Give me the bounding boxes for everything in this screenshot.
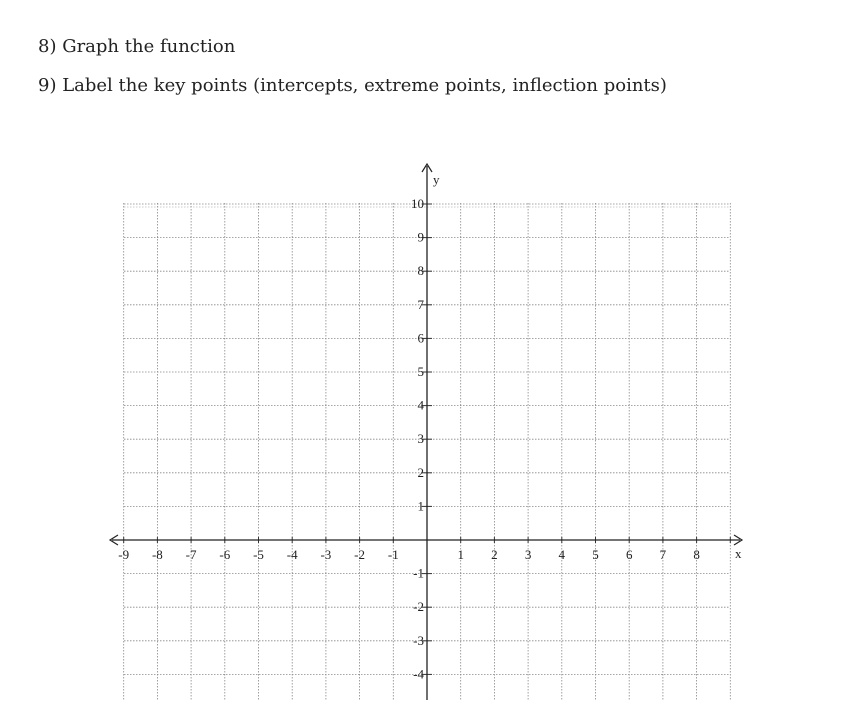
y-tick-label: 7 — [417, 296, 424, 312]
x-tick-label: -5 — [253, 547, 264, 562]
x-tick-label: 8 — [693, 547, 700, 562]
y-tick-label: 6 — [417, 330, 424, 346]
question-9: 9) Label the key points (intercepts, extreme points, inflection points) — [38, 75, 667, 96]
x-tick-label: 3 — [524, 547, 532, 562]
y-tick-label: -4 — [413, 666, 424, 682]
y-tick-label: 3 — [417, 431, 424, 447]
x-tick-label: -4 — [286, 547, 298, 562]
x-tick-label: 4 — [558, 547, 566, 562]
y-tick-label: -2 — [413, 599, 424, 615]
x-tick-label: 1 — [457, 547, 464, 562]
x-tick-label: -1 — [387, 547, 399, 562]
x-tick-label: -2 — [354, 547, 366, 562]
y-tick-label: 8 — [417, 263, 424, 279]
x-tick-label: -3 — [320, 547, 332, 562]
x-tick-label: 6 — [625, 547, 633, 562]
x-axis-label: x — [735, 546, 742, 561]
y-tick-label: 2 — [417, 464, 424, 480]
x-tick-label: -6 — [219, 547, 231, 562]
axes — [110, 164, 742, 700]
x-tick-label: -9 — [118, 547, 130, 562]
x-tick-label: -7 — [185, 547, 197, 562]
y-tick-label: 9 — [417, 229, 424, 245]
y-tick-label: -1 — [413, 565, 424, 581]
question-8: 8) Graph the function — [38, 36, 236, 57]
y-tick-label: -3 — [413, 632, 424, 648]
x-tick-label: 2 — [491, 547, 498, 562]
x-tick-label: 7 — [659, 547, 667, 562]
tick-labels — [118, 172, 742, 681]
y-axis-label: y — [433, 172, 440, 187]
y-tick-label: 5 — [417, 364, 424, 379]
y-tick-label: 4 — [417, 397, 424, 413]
x-tick-label: -8 — [151, 547, 163, 562]
y-tick-label: 1 — [417, 498, 424, 514]
y-tick-label: 10 — [411, 196, 424, 211]
x-tick-label: 5 — [592, 547, 599, 562]
